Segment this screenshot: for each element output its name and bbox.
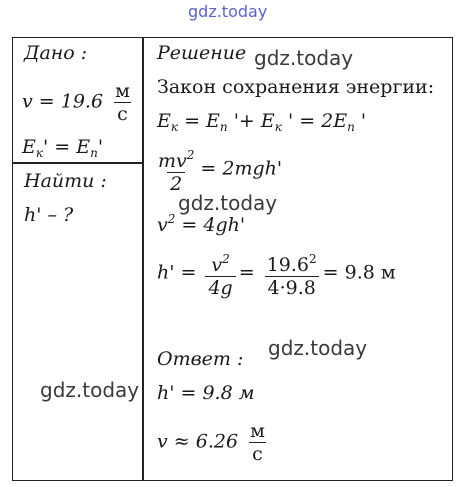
given-energy	[22, 136, 103, 160]
energy-mid: ' = E	[43, 136, 91, 158]
eq2-rhs: = 2mgh'	[200, 157, 283, 180]
energy-symbol: E	[22, 136, 36, 158]
answer-velocity-lhs: v ≈ 6.26	[157, 430, 239, 453]
eq2-den: 2	[167, 172, 185, 195]
velocity-unit	[112, 80, 133, 125]
energy-sub: к	[35, 146, 44, 160]
answer-height: h' = 9.8 м	[157, 382, 255, 404]
eq1-sub: п	[347, 120, 355, 134]
eq1-sub: к	[170, 120, 179, 134]
velocity-lhs: v = 19.6	[22, 90, 104, 113]
given-header: Дано :	[24, 42, 88, 64]
watermark-left: gdz.today	[40, 378, 140, 402]
eq4-result: = 9.8 м	[322, 261, 396, 284]
eq2-num: $mv^2$	[158, 148, 195, 172]
find-header: Найти :	[24, 170, 107, 192]
eq1-part: '	[354, 110, 367, 132]
equation-4	[157, 248, 396, 299]
eq4-fraction-2: $\frac{19.6^2}{4\cdot 9.8}$	[264, 248, 320, 299]
eq1-sub: к	[274, 120, 282, 134]
watermark-answer: gdz.today	[268, 336, 368, 360]
column-divider	[142, 37, 144, 481]
energy-sub: п	[90, 146, 98, 160]
equation-2	[152, 144, 282, 195]
eq4-lhs: h' =	[157, 261, 197, 284]
eq1-part: E	[157, 110, 171, 132]
answer-velocity-unit: $\frac{м}{с}$	[250, 420, 265, 465]
velocity-unit-den: с	[114, 102, 131, 125]
eq1-part: '+ E	[227, 110, 275, 132]
watermark-solution: gdz.today	[254, 46, 354, 70]
eq4-equals: =	[238, 261, 255, 284]
equation-3: $v^2 = 4gh'$	[157, 212, 246, 236]
given-velocity	[22, 80, 136, 125]
law-statement: Закон сохранения энергии:	[157, 76, 435, 98]
answer-velocity	[157, 420, 271, 465]
solution-header: Решение	[157, 42, 247, 64]
eq1-sub: п	[219, 120, 228, 134]
energy-end: '	[97, 136, 104, 158]
watermark-top: gdz.today	[188, 2, 268, 21]
answer-header: Ответ :	[157, 348, 244, 370]
given-find-divider	[12, 162, 143, 164]
eq2-fraction	[155, 144, 197, 195]
eq1-part: ' = 2E	[281, 110, 348, 132]
eq1-part: = E	[178, 110, 220, 132]
velocity-unit-num: м	[115, 80, 130, 102]
equation-1	[157, 110, 366, 134]
watermark-middle: gdz.today	[178, 191, 278, 215]
find-unknown: h' – ?	[24, 204, 74, 226]
eq4-fraction-1: $\frac{v^2}{4g}$	[205, 248, 235, 299]
